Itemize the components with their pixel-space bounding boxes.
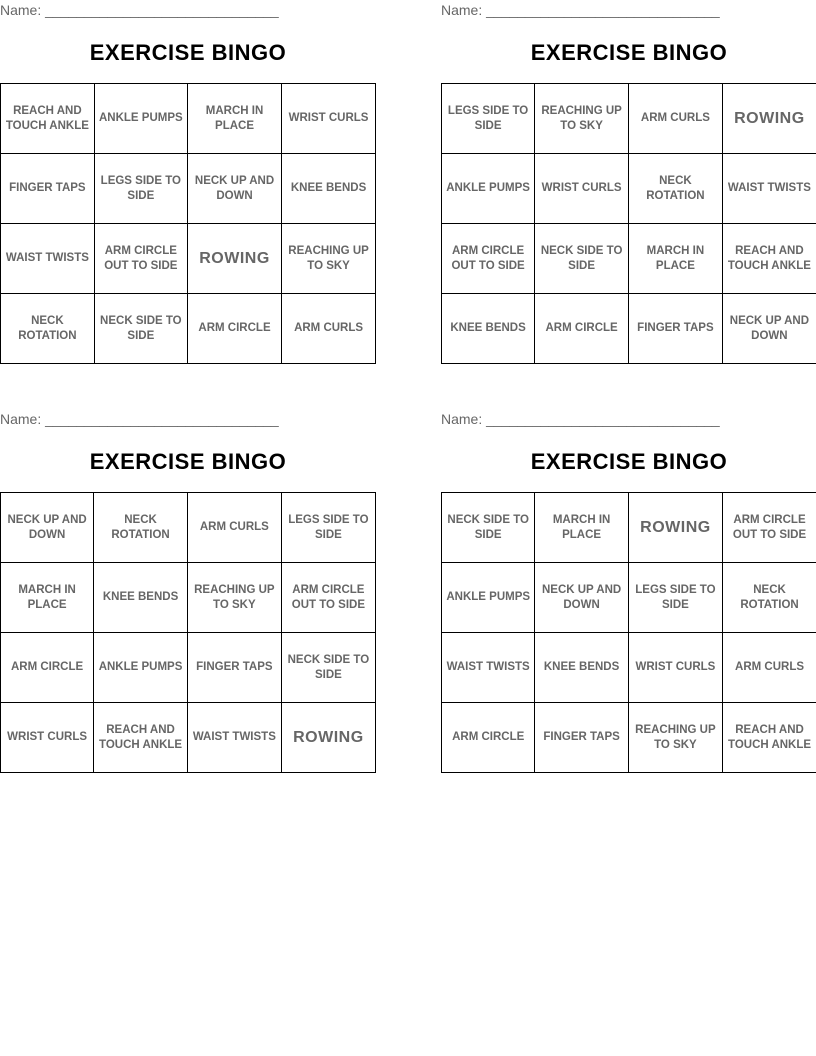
bingo-cell: ARM CURLS bbox=[723, 633, 816, 703]
bingo-cell: REACHING UP TO SKY bbox=[282, 224, 376, 294]
bingo-cell: ARM CIRCLE OUT TO SIDE bbox=[442, 224, 535, 294]
bingo-cell: ARM CIRCLE bbox=[187, 294, 281, 364]
bingo-cell: WAIST TWISTS bbox=[442, 633, 535, 703]
grid-row bbox=[442, 84, 816, 154]
bingo-cell: WRIST CURLS bbox=[282, 84, 376, 154]
bingo-cell: REACHING UP TO SKY bbox=[628, 703, 722, 773]
bingo-cell: FINGER TAPS bbox=[187, 633, 281, 703]
bingo-cell: LEGS SIDE TO SIDE bbox=[628, 563, 722, 633]
grid-row bbox=[442, 294, 816, 364]
bingo-cell: ARM CIRCLE bbox=[535, 294, 629, 364]
grid-row bbox=[1, 84, 376, 154]
bingo-cell: NECK ROTATION bbox=[723, 563, 816, 633]
bingo-cell: ROWING bbox=[281, 703, 375, 773]
card-title: EXERCISE BINGO bbox=[89, 449, 287, 474]
bingo-cell: MARCH IN PLACE bbox=[535, 493, 628, 563]
bingo-cell: REACHING UP TO SKY bbox=[535, 84, 629, 154]
bingo-cell: WRIST CURLS bbox=[628, 633, 722, 703]
bingo-cell: NECK SIDE TO SIDE bbox=[281, 633, 375, 703]
bingo-grid bbox=[441, 83, 816, 364]
bingo-cell: ANKLE PUMPS bbox=[94, 633, 188, 703]
bingo-cell: REACH AND TOUCH ANKLE bbox=[1, 84, 95, 154]
grid-row bbox=[442, 493, 816, 563]
grid-row bbox=[1, 563, 376, 633]
bingo-cell: ARM CIRCLE OUT TO SIDE bbox=[94, 224, 187, 294]
grid-row bbox=[442, 703, 816, 773]
card-title: EXERCISE BINGO bbox=[530, 449, 728, 474]
name-field-label: Name: ______________________________ bbox=[441, 2, 720, 18]
bingo-cell: KNEE BENDS bbox=[535, 633, 628, 703]
bingo-cell: MARCH IN PLACE bbox=[1, 563, 94, 633]
bingo-cell: FINGER TAPS bbox=[1, 154, 95, 224]
bingo-cell: NECK SIDE TO SIDE bbox=[442, 493, 535, 563]
bingo-cell: FINGER TAPS bbox=[629, 294, 723, 364]
bingo-cell: REACHING UP TO SKY bbox=[187, 563, 281, 633]
bingo-cell: MARCH IN PLACE bbox=[187, 84, 281, 154]
bingo-cell: NECK UP AND DOWN bbox=[535, 563, 628, 633]
grid-row bbox=[1, 224, 376, 294]
bingo-cell: ROWING bbox=[187, 224, 281, 294]
grid-row bbox=[442, 633, 816, 703]
grid-row bbox=[1, 294, 376, 364]
name-field-label: Name: ______________________________ bbox=[0, 411, 279, 427]
bingo-cell: KNEE BENDS bbox=[94, 563, 188, 633]
bingo-grid bbox=[441, 492, 816, 773]
bingo-cell: WRIST CURLS bbox=[535, 154, 629, 224]
grid-row bbox=[442, 563, 816, 633]
bingo-grid bbox=[0, 492, 376, 773]
bingo-cell: WAIST TWISTS bbox=[1, 224, 95, 294]
grid-row bbox=[1, 633, 376, 703]
bingo-cell: ARM CURLS bbox=[187, 493, 281, 563]
bingo-cell: WAIST TWISTS bbox=[187, 703, 281, 773]
name-field-label: Name: ______________________________ bbox=[0, 2, 279, 18]
grid-row bbox=[442, 154, 816, 224]
grid-row bbox=[442, 224, 816, 294]
bingo-cell: ANKLE PUMPS bbox=[442, 563, 535, 633]
bingo-cell: LEGS SIDE TO SIDE bbox=[281, 493, 375, 563]
bingo-cell: NECK ROTATION bbox=[1, 294, 95, 364]
bingo-cell: ARM CIRCLE bbox=[1, 633, 94, 703]
bingo-cell: REACH AND TOUCH ANKLE bbox=[722, 224, 816, 294]
bingo-cell: NECK SIDE TO SIDE bbox=[535, 224, 629, 294]
bingo-cell: NECK UP AND DOWN bbox=[1, 493, 94, 563]
bingo-cell: NECK UP AND DOWN bbox=[187, 154, 281, 224]
card-title: EXERCISE BINGO bbox=[530, 40, 728, 65]
bingo-grid bbox=[0, 83, 376, 364]
bingo-cell: ANKLE PUMPS bbox=[94, 84, 187, 154]
bingo-cell: ARM CIRCLE bbox=[442, 703, 535, 773]
bingo-cell: ROWING bbox=[722, 84, 816, 154]
bingo-cell: ARM CURLS bbox=[282, 294, 376, 364]
bingo-cell: KNEE BENDS bbox=[282, 154, 376, 224]
bingo-cell: REACH AND TOUCH ANKLE bbox=[94, 703, 188, 773]
bingo-cell: ARM CIRCLE OUT TO SIDE bbox=[723, 493, 816, 563]
bingo-cell: NECK ROTATION bbox=[94, 493, 188, 563]
bingo-cell: FINGER TAPS bbox=[535, 703, 628, 773]
bingo-cell: NECK SIDE TO SIDE bbox=[94, 294, 187, 364]
bingo-cell: REACH AND TOUCH ANKLE bbox=[723, 703, 816, 773]
bingo-cell: WAIST TWISTS bbox=[722, 154, 816, 224]
bingo-cell: ARM CURLS bbox=[629, 84, 723, 154]
bingo-cell: KNEE BENDS bbox=[442, 294, 535, 364]
grid-row bbox=[1, 493, 376, 563]
card-title: EXERCISE BINGO bbox=[89, 40, 287, 65]
bingo-cell: LEGS SIDE TO SIDE bbox=[94, 154, 187, 224]
bingo-cell: LEGS SIDE TO SIDE bbox=[442, 84, 535, 154]
grid-row bbox=[1, 703, 376, 773]
bingo-cell: ANKLE PUMPS bbox=[442, 154, 535, 224]
name-field-label: Name: ______________________________ bbox=[441, 411, 720, 427]
bingo-cell: NECK UP AND DOWN bbox=[722, 294, 816, 364]
bingo-cell: WRIST CURLS bbox=[1, 703, 94, 773]
bingo-cell: MARCH IN PLACE bbox=[629, 224, 723, 294]
bingo-cell: ROWING bbox=[628, 493, 722, 563]
bingo-cell: NECK ROTATION bbox=[629, 154, 723, 224]
bingo-cell: ARM CIRCLE OUT TO SIDE bbox=[281, 563, 375, 633]
grid-row bbox=[1, 154, 376, 224]
